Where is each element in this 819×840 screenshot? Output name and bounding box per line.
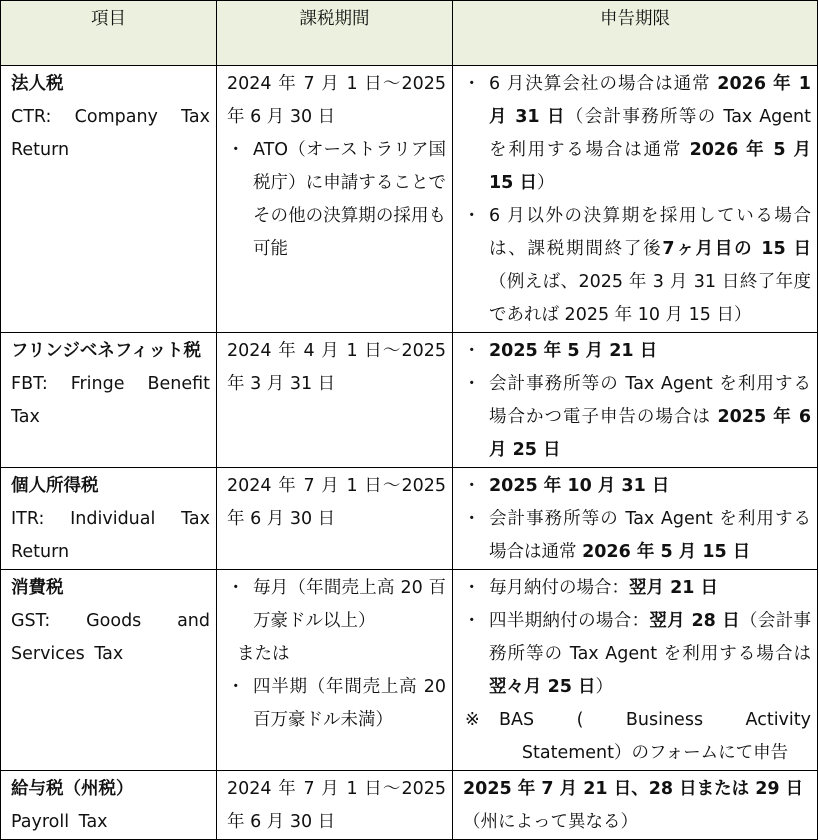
tax-english-name: CTR: Company Tax Return — [11, 107, 210, 160]
header-row — [1, 1, 818, 66]
period-text: 2024 年 7 月 1 日～2025 年 6 月 30 日 — [227, 476, 446, 529]
tax-name: 法人税 — [11, 74, 64, 94]
header-deadline: 申告期限 — [453, 1, 818, 66]
note-mark: ※ — [465, 710, 480, 730]
tax-name: 消費税 — [11, 578, 64, 598]
item-cell — [1, 66, 217, 333]
table-row — [1, 333, 818, 468]
period-list — [227, 572, 446, 638]
list-item: ・ ATO（オーストラリア国税庁）に申請することでその他の決算期の採用も可能 — [227, 140, 446, 259]
period-text: 2024 年 4 月 1 日～2025 年 3 月 31 日 — [227, 341, 446, 394]
period-text: 2024 年 7 月 1 日～2025 年 6 月 30 日 — [227, 74, 446, 127]
table-row — [1, 468, 818, 570]
note-continued: Statement）のフォームにて申告 — [521, 743, 789, 763]
period-cell — [217, 570, 453, 771]
deadline-cell — [453, 771, 818, 840]
deadline-bold: 2025 年 7 月 21 日、28 日または 29 日 — [463, 779, 804, 799]
tax-english-name: GST: Goods and Services Tax — [11, 611, 210, 664]
deadline-list — [463, 572, 811, 704]
header-item: 項目 — [1, 1, 217, 66]
period-or: または — [237, 644, 290, 664]
list-item: ・ 四半期（年間売上高 20 百万豪ドル未満） — [227, 677, 446, 730]
deadline-cell — [453, 333, 818, 468]
tax-name: 給与税（州税） — [11, 779, 134, 799]
deadline-cell — [453, 468, 818, 570]
list-item: ・ 2025 年 10 月 31 日 — [463, 476, 670, 496]
deadline-list — [463, 68, 811, 332]
tax-name: フリンジベネフィット税 — [11, 341, 201, 361]
table-row — [1, 771, 818, 840]
note: ※ BAS ( Business Activity — [463, 704, 811, 737]
list-item: ・ 四半期納付の場合：翌月 28 日（会計事務所等の Tax Agent を利用する場合は翌々月 25 日） — [463, 611, 812, 697]
item-cell — [1, 468, 217, 570]
list-item: ・ 会計事務所等の Tax Agent を利用する場合は通常 2026 年 5 月 15 日 — [463, 509, 811, 562]
tax-name: 個人所得税 — [11, 476, 99, 496]
header-period: 課税期間 — [217, 1, 453, 66]
period-cell — [217, 333, 453, 468]
period-cell — [217, 468, 453, 570]
table-row — [1, 66, 818, 333]
deadline-list — [463, 335, 811, 467]
tax-english-name: FBT: Fringe Benefit Tax — [11, 374, 210, 427]
period-text: 2024 年 7 月 1 日～2025 年 6 月 30 日 — [227, 779, 446, 832]
deadline-note: （州によって異なる） — [463, 812, 638, 832]
period-notes — [227, 134, 446, 266]
list-item: ・ 2025 年 5 月 21 日 — [463, 341, 658, 361]
period-list-2 — [227, 671, 446, 737]
tax-english-name: ITR: Individual Tax Return — [11, 509, 210, 562]
list-item: ・ 毎月納付の場合：翌月 21 日 — [463, 578, 719, 598]
list-item: ・ 会計事務所等の Tax Agent を利用する場合かつ電子申告の場合は 2025 年 6 月 25 日 — [463, 374, 811, 460]
deadline-list — [463, 470, 811, 569]
period-cell — [217, 66, 453, 333]
item-cell — [1, 771, 217, 840]
deadline-cell — [453, 66, 818, 333]
item-cell — [1, 333, 217, 468]
deadline-cell — [453, 570, 818, 771]
list-item: ・ 6 月以外の決算期を採用している場合は、課税期間終了後7ヶ月目の 15 日（例えば、2025 年 3 月 31 日終了年度であれば 2025 年 10 月 15 日） — [463, 206, 812, 325]
tax-english-name: Payroll Tax — [11, 812, 108, 832]
period-cell — [217, 771, 453, 840]
item-cell — [1, 570, 217, 771]
list-item: ・ 6 月決算会社の場合は通常 2026 年 1 月 31 日（会計事務所等の Tax Agent を利用する場合は通常 2026 年 5 月 15 日） — [463, 74, 811, 193]
list-item: ・ 毎月（年間売上高 20 百万豪ドル以上） — [227, 578, 446, 631]
table-row — [1, 570, 818, 771]
